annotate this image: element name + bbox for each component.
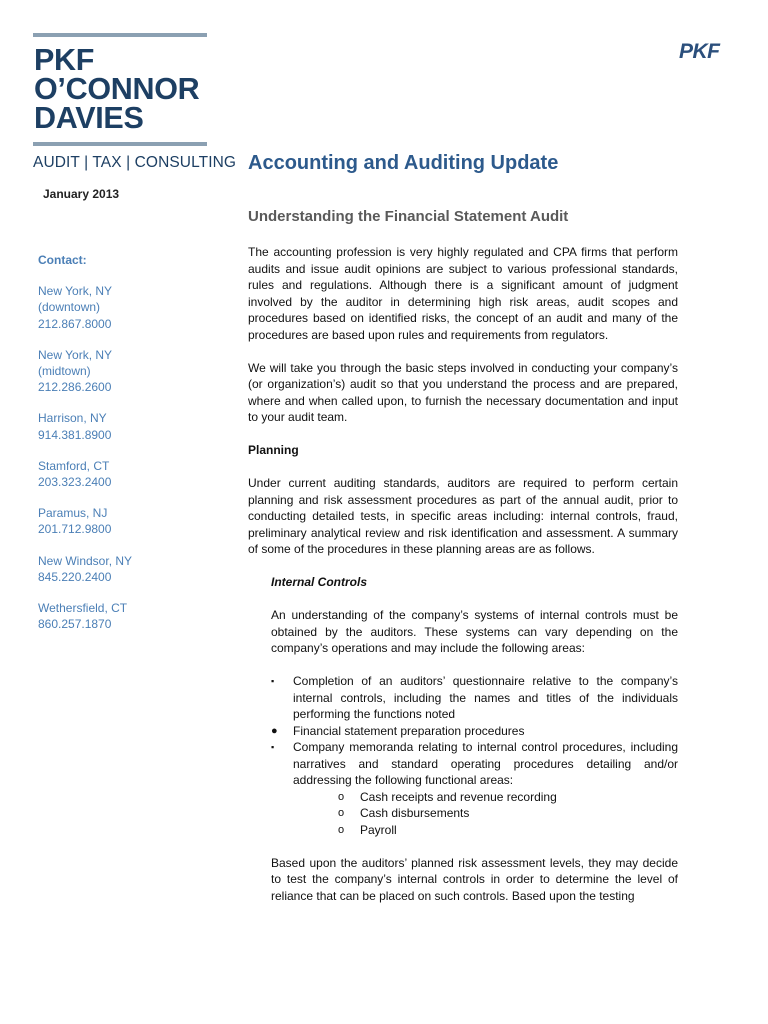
office-phone: 201.712.9800: [38, 522, 112, 537]
internal-controls-paragraph: An understanding of the company’s systems of internal controls must be obtained by the auditors. These systems can vary depending on the company’s operations and may include the following areas:: [271, 608, 678, 655]
office-line: Paramus, NJ: [38, 506, 108, 521]
circle-bullet-icon: o: [338, 807, 345, 819]
circle-bullet-icon: o: [338, 823, 345, 836]
office-entry: [38, 283, 218, 332]
list-item-text: Company memoranda relating to internal control procedures, including narratives and standard operating procedures detailing and/or addressing the following functional areas:: [293, 740, 678, 787]
sub-list-item: [338, 789, 678, 806]
office-line: New York, NY: [38, 284, 113, 299]
page-title: Accounting and Auditing Update: [248, 152, 559, 174]
list-item: [271, 739, 678, 838]
closing-paragraph: Based upon the auditors’ planned risk assessment levels, they may decide to test the company’s internal controls in order to determine the level of reliance that can be placed on such controls. Based upon the testing: [271, 855, 678, 903]
contact-label: Contact:: [38, 253, 87, 267]
office-line: New York, NY: [38, 347, 113, 362]
internal-controls-section: [271, 574, 678, 904]
office-entry: [38, 347, 218, 396]
contact-sidebar: [38, 252, 218, 647]
office-line: (midtown): [38, 364, 91, 379]
sub-list-item: [338, 805, 678, 822]
office-line: Wethersfield, CT: [38, 601, 128, 616]
square-bullet-icon: ▪: [271, 676, 275, 686]
logo-name-line: DAVIES: [34, 101, 144, 135]
corner-logo: PKF: [679, 40, 720, 63]
functional-areas-list: [293, 789, 678, 839]
list-item: [271, 723, 678, 740]
firm-logo: [33, 33, 237, 172]
logo-name: [34, 43, 207, 135]
list-item-text: Completion of an auditors’ questionnaire relative to the company’s internal controls, including the names and titles of the individuals performing the functions noted: [293, 674, 678, 721]
planning-paragraph: Under current auditing standards, auditors are required to perform certain planning and risk assessment procedures as part of the annual audit, prior to conducting detailed tests, in specific areas including: internal controls, fraud, preliminary analytical review and risk identification and assessment. A summary of some of the procedures in these planning areas are as follows.: [248, 476, 678, 556]
office-phone: 203.323.2400: [38, 475, 112, 490]
office-phone: 914.381.8900: [38, 427, 112, 442]
logo-name-line: O’CONNOR: [34, 72, 200, 106]
office-line: Harrison, NY: [38, 411, 107, 426]
square-bullet-icon: ▪: [271, 742, 275, 752]
logo-bottom-rule: [33, 142, 207, 146]
office-entry: [38, 600, 218, 632]
sub-list-item-text: Cash receipts and revenue recording: [360, 789, 557, 804]
sub-list-item-text: Payroll: [360, 822, 397, 837]
internal-controls-heading: Internal Controls: [271, 575, 368, 589]
logo-top-rule: [33, 33, 207, 37]
office-entry: [38, 505, 218, 537]
office-phone: 845.220.2400: [38, 569, 112, 584]
sub-list-item-text: Cash disbursements: [360, 806, 470, 820]
office-phone: 860.257.1870: [38, 617, 112, 632]
office-entry: [38, 458, 218, 490]
office-phone: 212.286.2600: [38, 380, 112, 395]
list-item-text: Financial statement preparation procedures: [293, 723, 525, 738]
internal-controls-list: [271, 673, 678, 838]
office-entry: [38, 553, 218, 585]
circle-bullet-icon: o: [338, 790, 345, 803]
intro-paragraph: We will take you through the basic steps involved in conducting your company’s (or organization’s) audit so that you understand the process and are prepared, where and when called upon, to furnish the necessary documentation and input to your audit team.: [248, 360, 678, 424]
office-line: New Windsor, NY: [38, 553, 133, 568]
list-item: [271, 673, 678, 723]
intro-paragraph: The accounting profession is very highly regulated and CPA firms that perform audits and issue audit opinions are subject to various professional standards, rules and regulations. Although there is a significant amount of judgment involved by the auditor in determining high risk areas, audit scopes and procedures based on identified risks, the concept of an audit and many of the procedures are based upon rules and requirements from regulators.: [248, 245, 678, 342]
office-phone: 212.867.8000: [38, 316, 112, 331]
main-content: [248, 244, 678, 921]
office-line: (downtown): [38, 300, 101, 315]
office-entry: [38, 410, 218, 442]
page-subtitle: Understanding the Financial Statement Audit: [248, 208, 569, 225]
sub-list-item: [338, 822, 678, 839]
logo-name-line: PKF: [34, 43, 95, 77]
issue-date: January 2013: [43, 187, 120, 201]
logo-tagline: AUDIT | TAX | CONSULTING: [33, 154, 237, 171]
planning-heading: Planning: [248, 443, 299, 457]
office-line: Stamford, CT: [38, 458, 110, 473]
round-bullet-icon: ●: [271, 724, 278, 737]
